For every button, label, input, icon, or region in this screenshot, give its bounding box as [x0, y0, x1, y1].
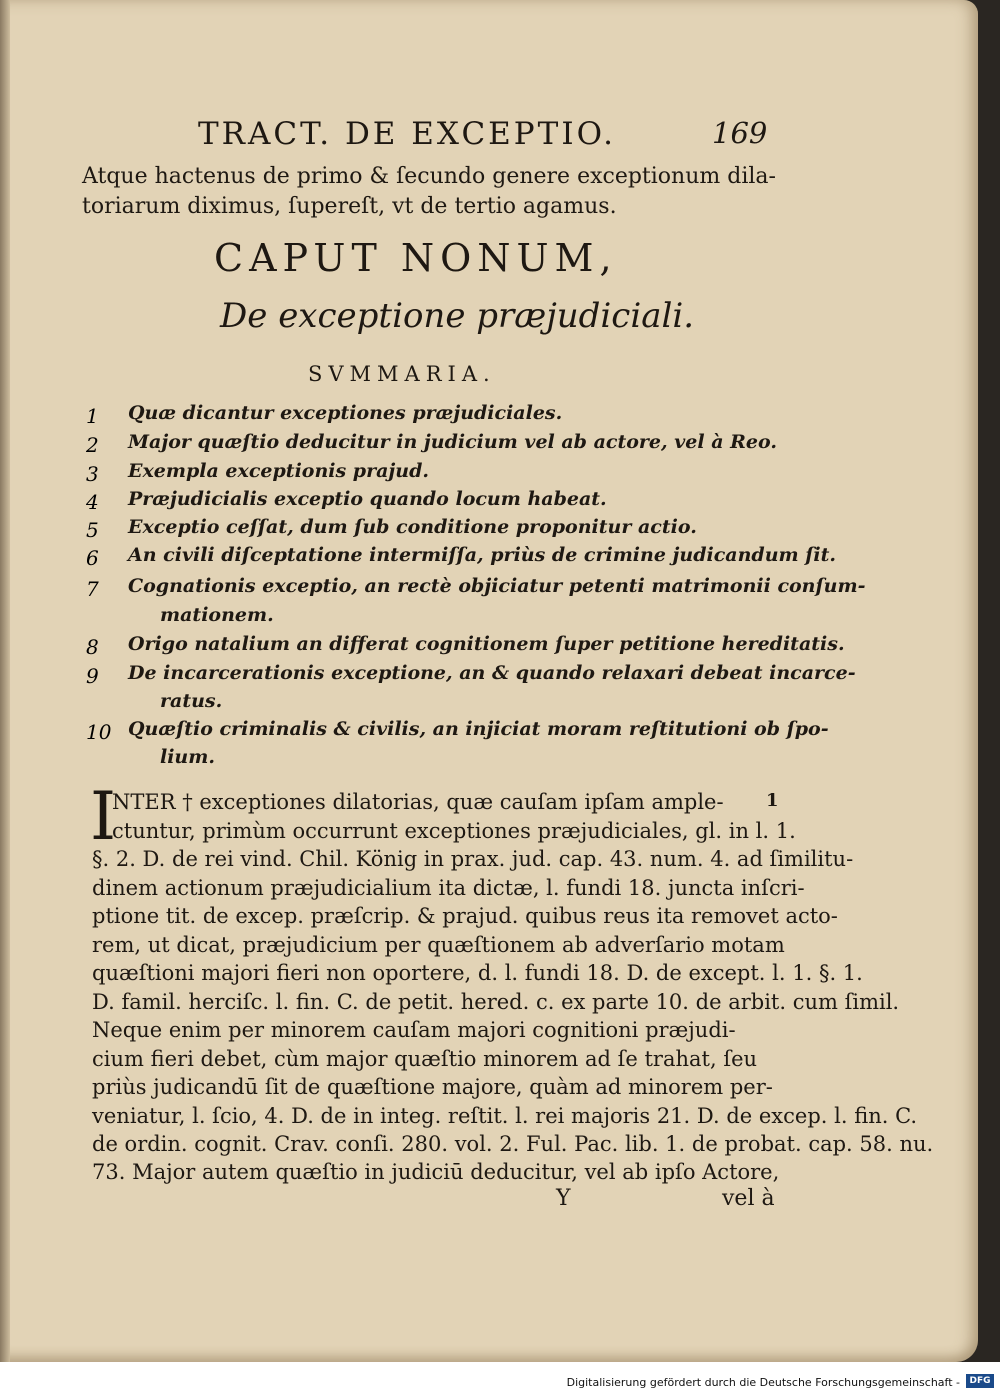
summary-text-continued: lium. [160, 746, 215, 768]
body-line: ptione tit. de excep. præſcrip. & prajud. quibus reus ita removet acto- [92, 904, 838, 928]
summary-number: 9 [86, 664, 99, 688]
body-line: cium fieri debet, cùm major quæſtio minorem ad ſe trahat, ſeu [92, 1047, 758, 1071]
body-line: §. 2. D. de rei vind. Chil. König in prax. jud. cap. 43. num. 4. ad ſimilitu- [92, 847, 854, 871]
summary-text: Cognationis exceptio, an rectè objiciatur petenti matrimonii conſum- [128, 575, 866, 597]
summaria-heading: SVMMARIA. [308, 362, 496, 386]
summary-text-continued: mationem. [160, 604, 274, 626]
body-line: D. famil. herciſc. l. fin. C. de petit. hered. c. ex parte 10. de arbit. cum ſimil. [92, 990, 900, 1014]
summary-number: 2 [86, 433, 99, 457]
summary-text: Major quæſtio deducitur in judicium vel ab actore, vel à Reo. [128, 431, 777, 453]
summary-text: Origo natalium an differat cognitionem ſuper petitione hereditatis. [128, 633, 845, 655]
summary-number: 7 [86, 577, 99, 601]
footer-credit: Digitalisierung gefördert durch die Deutsche Forschungsgemeinschaft - [566, 1376, 960, 1389]
body-line: dinem actionum præjudicialium ita dictæ, l. fundi 18. juncta inſcri- [92, 876, 805, 900]
summary-text: Præjudicialis exceptio quando locum habeat. [128, 488, 607, 510]
summary-number: 10 [86, 720, 112, 744]
page-number: 169 [712, 116, 768, 150]
signature-mark: Y [556, 1186, 571, 1211]
body-line: priùs judicandū ſit de quæſtione majore, quàm ad minorem per- [92, 1075, 773, 1099]
summary-text: Quæ dicantur exceptiones præjudiciales. [128, 402, 563, 424]
body-line: NTER † exceptiones dilatorias, quæ cauſam ipſam ample- [112, 790, 724, 814]
summary-number: 8 [86, 635, 99, 659]
summary-number: 6 [86, 546, 99, 570]
body-line: veniatur, l. ſcio, 4. D. de in integ. reſtit. l. rei majoris 21. D. de excep. l. fin. C. [92, 1104, 918, 1128]
body-line: rem, ut dicat, præjudicium per quæſtionem ab adverſario motam [92, 933, 785, 957]
summary-text: De incarcerationis exceptione, an & quando relaxari debeat incarce- [128, 662, 856, 684]
chapter-subtitle: De exceptione præjudiciali. [220, 296, 695, 336]
body-line: 73. Major autem quæſtio in judiciū deducitur, vel ab ipſo Actore, [92, 1160, 780, 1184]
dfg-logo: DFG [966, 1374, 994, 1388]
running-head: TRACT. DE EXCEPTIO. [198, 116, 617, 152]
summary-text-continued: ratus. [160, 690, 223, 712]
summary-text: An civili diſceptatione intermiſſa, priùs de crimine judicandum ſit. [128, 544, 837, 566]
summary-text: Exempla exceptionis prajud. [128, 460, 429, 482]
intro-line: Atque hactenus de primo & ſecundo genere exceptionum dila- [82, 164, 776, 189]
chapter-title: CAPUT NONUM, [214, 236, 618, 280]
summary-number: 3 [86, 462, 99, 486]
summary-text: Exceptio ceſſat, dum ſub conditione proponitur actio. [128, 516, 697, 538]
summary-number: 5 [86, 518, 99, 542]
summary-number: 4 [86, 490, 99, 514]
intro-line: toriarum diximus, ſupereſt, vt de tertio agamus. [82, 194, 617, 219]
margin-note: 1 [766, 790, 779, 811]
body-line: Neque enim per minorem cauſam majori cognitioni præjudi- [92, 1018, 736, 1042]
body-line: de ordin. cognit. Crav. conſi. 280. vol. 2. Ful. Pac. lib. 1. de probat. cap. 58. nu. [92, 1132, 934, 1156]
body-line: ctuntur, primùm occurrunt exceptiones præjudiciales, gl. in l. 1. [112, 819, 796, 843]
body-line: quæſtioni majori fieri non oportere, d. l. fundi 18. D. de except. l. 1. §. 1. [92, 961, 863, 985]
summary-text: Quæſtio criminalis & civilis, an injiciat moram reſtitutioni ob ſpo- [128, 718, 829, 740]
summary-number: 1 [86, 404, 99, 428]
footer-bar [0, 1362, 1000, 1396]
drop-cap: I [90, 778, 117, 855]
page-gutter [0, 0, 10, 1362]
catchword: vel à [722, 1186, 775, 1211]
